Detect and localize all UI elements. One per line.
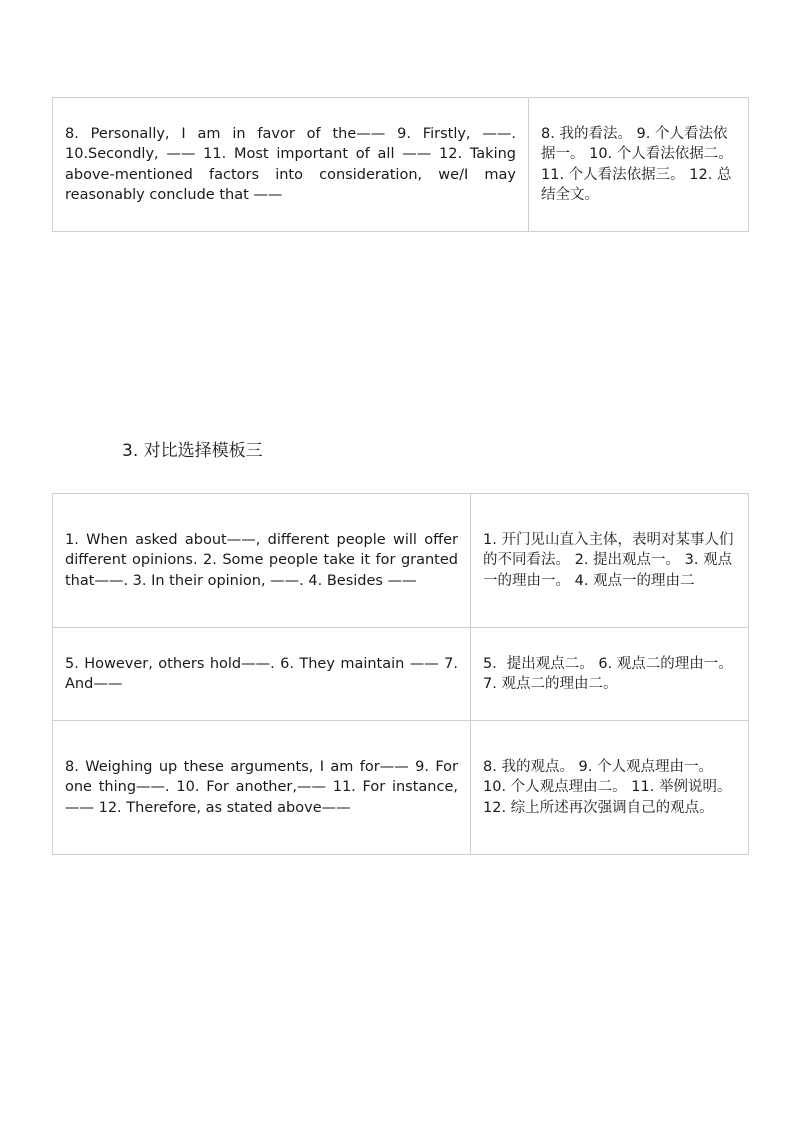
english-template-cell: 8. Weighing up these arguments, I am for—— 9. For one thing——. 10. For another,—— 11. For instance,—— 12. Therefore, as stated above—— xyxy=(53,721,471,855)
table-row xyxy=(53,98,749,232)
english-template-cell: 5. However, others hold——. 6. They maintain —— 7. And—— xyxy=(53,628,471,721)
english-template-cell: 1. When asked about——, different people will offer different opinions. 2. Some people take it for granted that——. 3. In their opinion, ——. 4. Besides —— xyxy=(53,494,471,628)
section-heading: 3. 对比选择模板三 xyxy=(122,441,263,461)
template-table-3 xyxy=(52,493,749,855)
english-template-cell: 8. Personally, I am in favor of the—— 9. Firstly, ——. 10.Secondly, —— 11. Most important of all —— 12. Taking above-mentioned factors into consideration, we/I may reasonably conclude that —— xyxy=(53,98,529,232)
chinese-explanation-cell: 8. 我的观点。 9. 个人观点理由一。 10. 个人观点理由二。 11. 举例说明。 12. 综上所述再次强调自己的观点。 xyxy=(471,721,749,855)
chinese-explanation-cell: 1. 开门见山直入主体，表明对某事人们的不同看法。 2. 提出观点一。 3. 观点一的理由一。 4. 观点一的理由二 xyxy=(471,494,749,628)
table-row xyxy=(53,494,749,628)
chinese-explanation-cell: 8. 我的看法。 9. 个人看法依据一。 10. 个人看法依据二。 11. 个人看法依据三。 12. 总结全文。 xyxy=(529,98,749,232)
chinese-explanation-cell: 5．提出观点二。 6. 观点二的理由一。 7. 观点二的理由二。 xyxy=(471,628,749,721)
table-row xyxy=(53,721,749,855)
template-table-2-continued xyxy=(52,97,749,232)
table-row xyxy=(53,628,749,721)
